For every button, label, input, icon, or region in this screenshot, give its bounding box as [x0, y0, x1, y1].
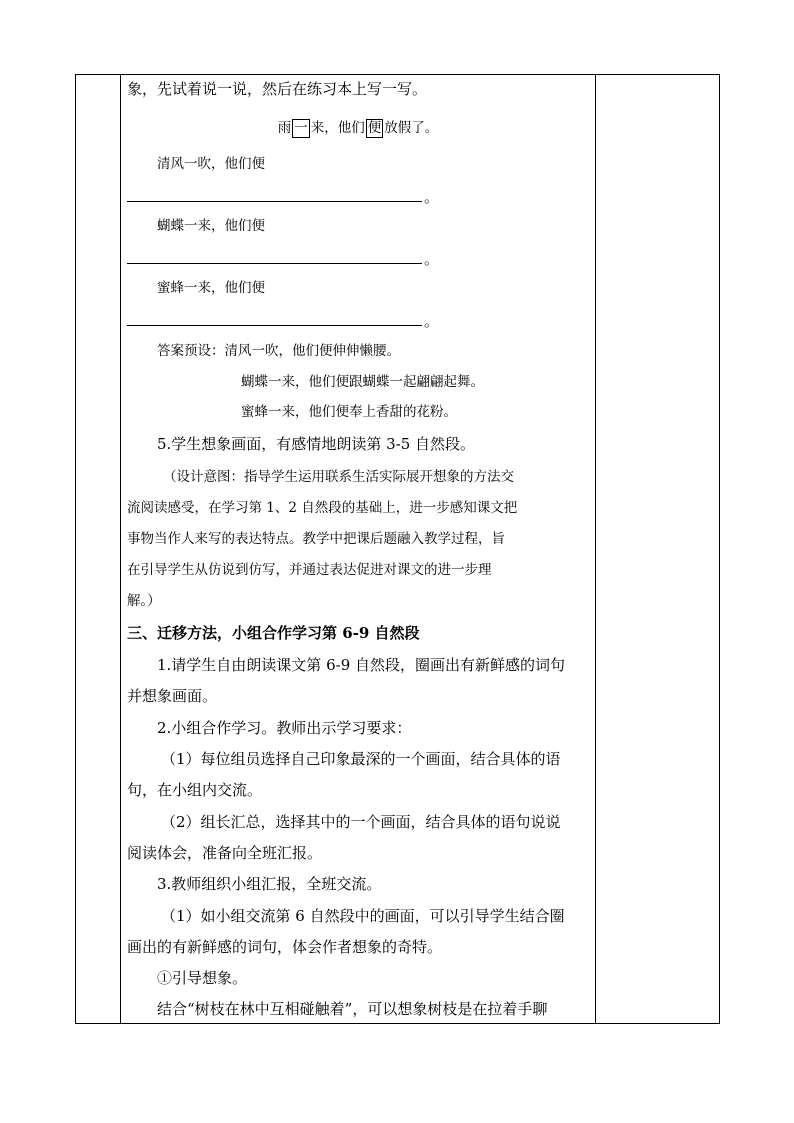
design-intent-line: （设计意图：指导学生运用联系生活实际展开想象的方法交	[163, 469, 514, 485]
step-line: 1.请学生自由朗读课文第 6-9 自然段，圈画出有新鲜感的词句	[157, 656, 566, 674]
example-text: 雨	[277, 120, 292, 136]
step-line: ①引导想象。	[157, 969, 248, 987]
step-line: （2）组长汇总，选择其中的一个画面，结合具体的语句说说	[161, 813, 561, 831]
example-text: 来，他们	[310, 120, 365, 136]
answer-line: 蝴蝶一来，他们便跟蝴蝶一起翩翩起舞。	[241, 374, 484, 390]
prompt-line: 蝴蝶一来，他们便	[157, 218, 265, 234]
design-intent-line: 解。）	[127, 593, 161, 609]
step-line: 阅读体会，准备向全班汇报。	[127, 844, 323, 862]
step-line: 2.小组合作学习。教师出示学习要求：	[157, 719, 412, 737]
example-text: 放假了。	[384, 120, 439, 136]
prompt-line: 蜜蜂一来，他们便	[157, 280, 265, 296]
step-line: 画出的有新鲜感的词句，体会作者想象的奇特。	[127, 938, 443, 956]
step-line: （1）如小组交流第 6 自然段中的画面，可以引导学生结合圈	[161, 907, 565, 925]
left-column-cell	[76, 75, 121, 1024]
right-column-cell	[596, 75, 720, 1024]
step-line: （1）每位组员选择自己印象最深的一个画面，结合具体的语	[161, 750, 561, 768]
step-line: 结合“树枝在林中互相碰触着”，可以想象树枝是在拉着手聊	[157, 1000, 548, 1018]
boxed-word: 一	[294, 120, 308, 136]
design-intent-line: 流阅读感受，在学习第 1、2 自然段的基础上，进一步感知课文把	[127, 500, 518, 516]
period-mark: 。	[424, 312, 440, 330]
answer-line: 蜜蜂一来，他们便奉上香甜的花粉。	[241, 404, 457, 420]
boxed-word: 便	[367, 120, 382, 136]
answer-blank	[127, 325, 422, 326]
answer-blank	[127, 263, 422, 264]
lesson-content	[121, 75, 595, 1023]
text-line: 象，先试着说一说，然后在练习本上写一写。	[127, 80, 428, 98]
step-line: 并想象画面。	[127, 687, 218, 705]
period-mark: 。	[424, 250, 440, 268]
example-sentence	[121, 118, 595, 138]
step-line: 5.学生想象画面，有感情地朗读第 3-5 自然段。	[157, 435, 476, 453]
answer-blank	[127, 201, 422, 202]
section-heading: 三、迁移方法，小组合作学习第 6-9 自然段	[127, 624, 420, 642]
step-line: 3.教师组织小组汇报，全班交流。	[157, 875, 382, 893]
period-mark: 。	[424, 188, 440, 206]
design-intent-line: 在引导学生从仿说到仿写，并通过表达促进对课文的进一步理	[127, 562, 492, 578]
answer-line: 答案预设：清风一吹，他们便伸伸懒腰。	[157, 343, 400, 359]
step-line: 句，在小组内交流。	[127, 781, 263, 799]
lesson-plan-table	[75, 74, 720, 1024]
prompt-line: 清风一吹，他们便	[157, 156, 265, 172]
main-content-cell	[121, 75, 596, 1024]
design-intent-line: 事物当作人来写的表达特点。教学中把课后题融入教学过程，旨	[127, 531, 505, 547]
